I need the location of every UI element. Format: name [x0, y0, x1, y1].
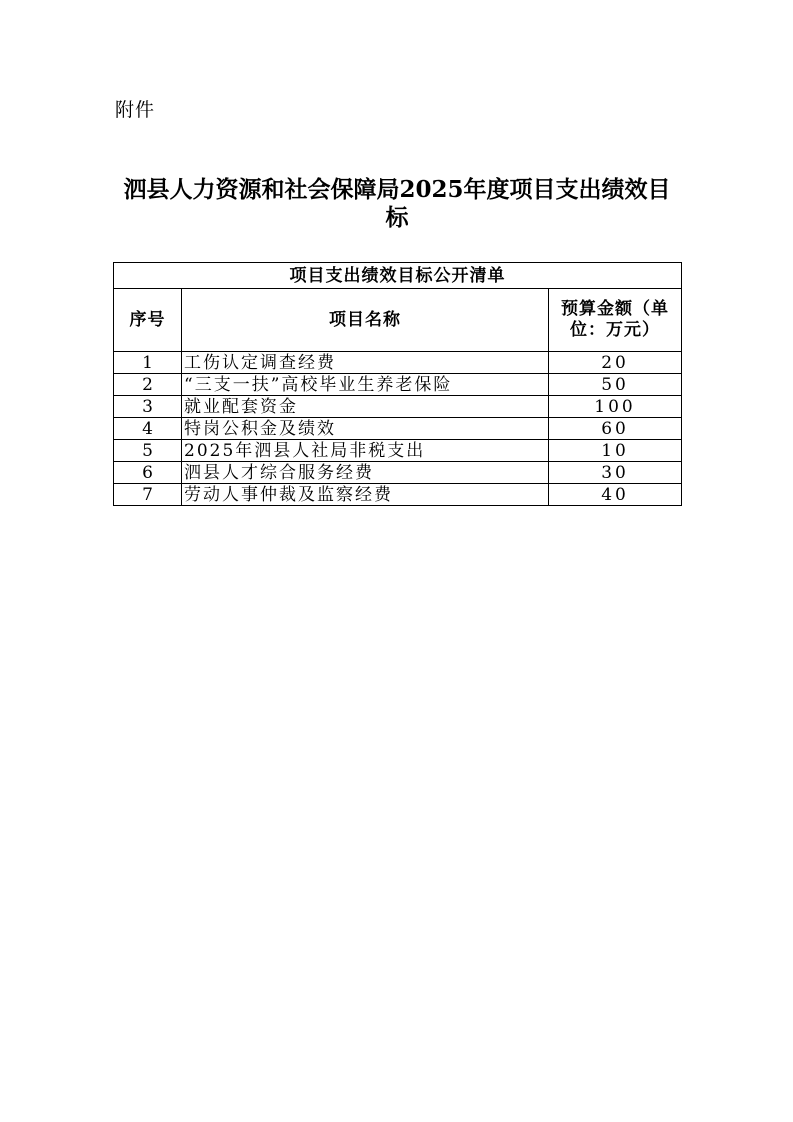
row-budget-amount: 100 — [549, 396, 682, 418]
row-seq: 2 — [114, 374, 182, 396]
row-budget-amount: 30 — [549, 462, 682, 484]
table-row — [114, 484, 682, 506]
table-row — [114, 396, 682, 418]
row-seq: 5 — [114, 440, 182, 462]
table-row — [114, 352, 682, 374]
row-seq: 1 — [114, 352, 182, 374]
row-seq: 4 — [114, 418, 182, 440]
row-budget-amount: 50 — [549, 374, 682, 396]
row-seq: 6 — [114, 462, 182, 484]
header-seq: 序号 — [114, 289, 182, 352]
row-project-name: 就业配套资金 — [182, 396, 549, 418]
document-title: 泗县人力资源和社会保障局2025年度项目支出绩效目标 — [123, 176, 671, 231]
attachment-label: 附件 — [115, 99, 156, 121]
table-header-row — [114, 289, 682, 352]
row-project-name: 泗县人才综合服务经费 — [182, 462, 549, 484]
row-budget-amount: 40 — [549, 484, 682, 506]
table-row — [114, 462, 682, 484]
table-caption-row — [114, 263, 682, 289]
header-project-name: 项目名称 — [182, 289, 549, 352]
table-row — [114, 418, 682, 440]
row-budget-amount: 20 — [549, 352, 682, 374]
row-budget-amount: 10 — [549, 440, 682, 462]
row-project-name: 2025年泗县人社局非税支出 — [182, 440, 549, 462]
row-project-name: “三支一扶”高校毕业生养老保险 — [182, 374, 549, 396]
performance-target-table — [113, 262, 682, 506]
row-budget-amount: 60 — [549, 418, 682, 440]
table-row — [114, 440, 682, 462]
row-project-name: 劳动人事仲裁及监察经费 — [182, 484, 549, 506]
table-caption: 项目支出绩效目标公开清单 — [114, 263, 682, 289]
row-seq: 7 — [114, 484, 182, 506]
table-row — [114, 374, 682, 396]
header-budget-amount: 预算金额（单位：万元） — [549, 289, 682, 352]
row-project-name: 工伤认定调查经费 — [182, 352, 549, 374]
row-seq: 3 — [114, 396, 182, 418]
row-project-name: 特岗公积金及绩效 — [182, 418, 549, 440]
